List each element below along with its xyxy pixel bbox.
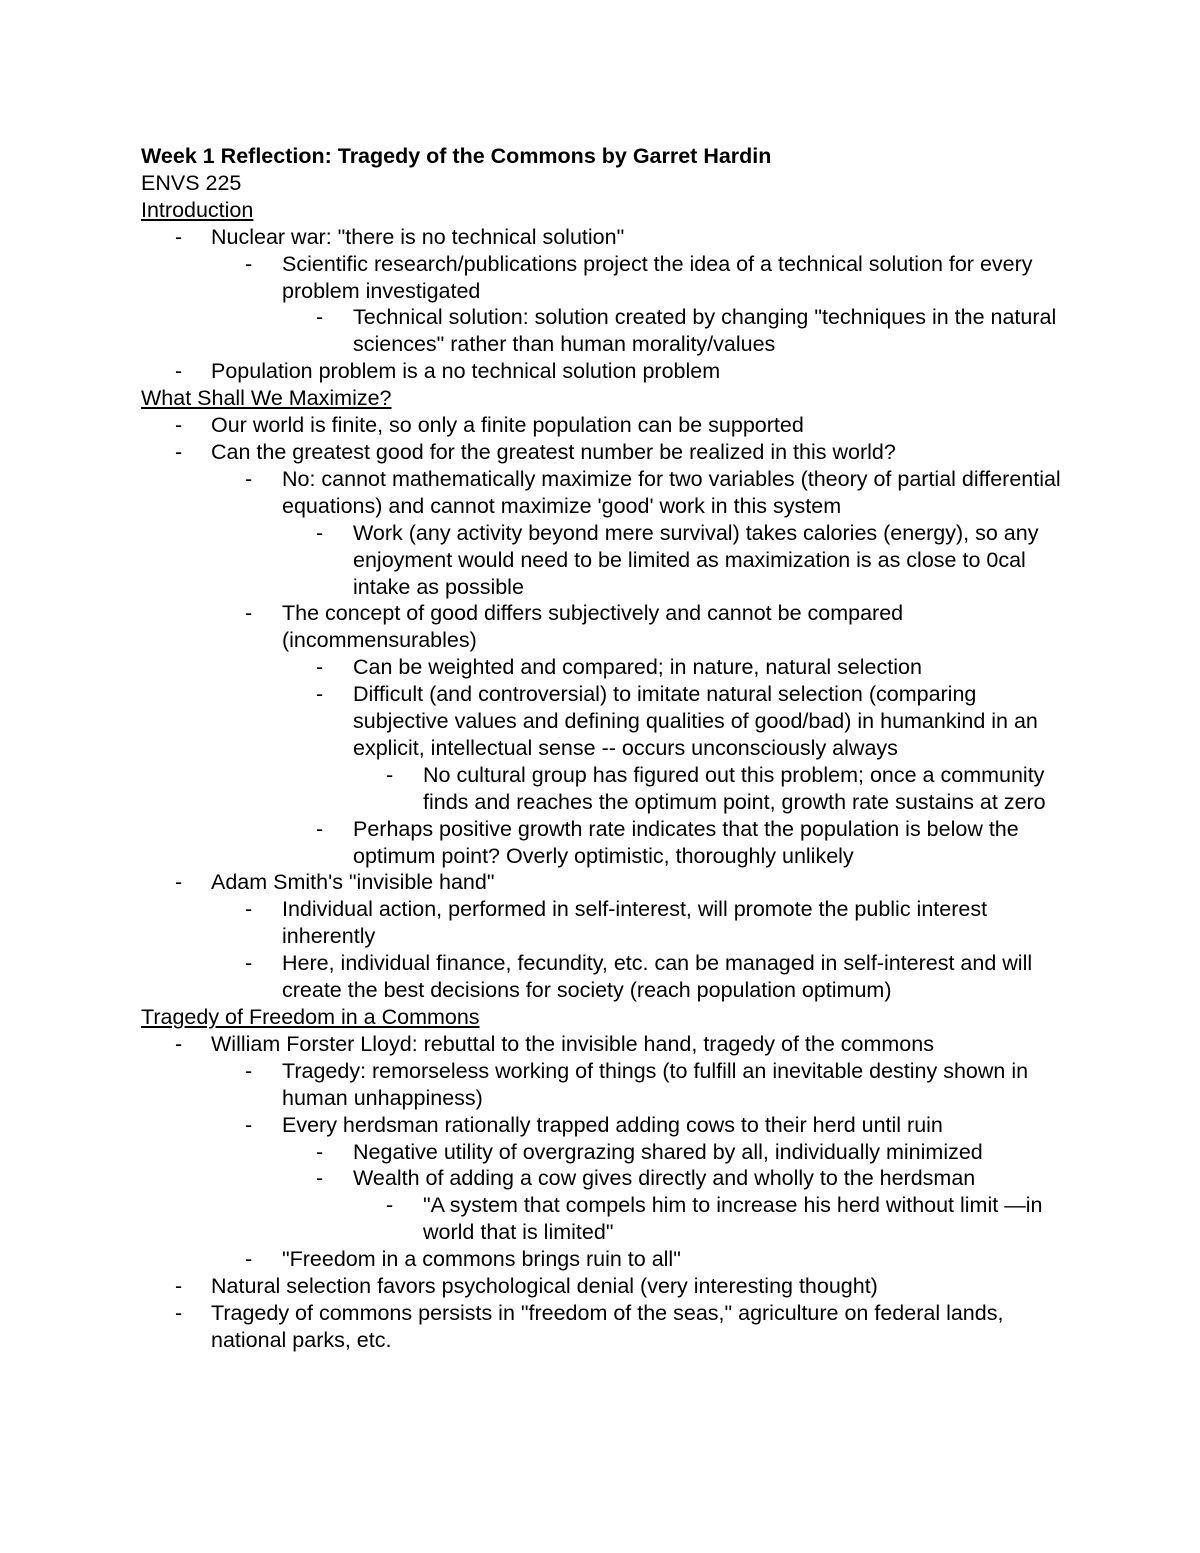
bullet-dash: - [316,1166,324,1191]
list-item-text: Adam Smith's "invisible hand" [211,870,495,895]
list-item-text: Wealth of adding a cow gives directly and wholly to the herdsman [353,1166,976,1191]
bullet-dash: - [175,870,183,895]
list-item-text: Work (any activity beyond mere survival) takes calories (energy), so any enjoyment would need to be limited as maximization is as close to 0cal intake as possible [353,520,1039,599]
list-item [141,466,1071,520]
list-item-text: Can the greatest good for the greatest number be realized in this world? [211,439,896,464]
list-item-text: Tragedy: remorseless working of things (to fulfill an inevitable destiny shown in human unhappiness) [282,1058,1029,1110]
list-item [141,654,1071,681]
bullet-dash: - [175,359,183,384]
list-item [141,358,1071,385]
bullet-list [141,412,1071,1004]
bullet-dash: - [245,1247,253,1272]
bullet-list [141,1031,1071,1354]
bullet-dash: - [175,1274,183,1299]
bullet-dash: - [316,520,324,545]
list-item [141,681,1071,762]
bullet-dash: - [175,439,183,464]
course-code: ENVS 225 [141,170,242,195]
bullet-dash: - [245,897,253,922]
list-item [141,1139,1071,1166]
list-item [141,816,1071,870]
list-item [141,439,1071,466]
bullet-dash: - [316,655,324,680]
bullet-dash: - [245,951,253,976]
list-item-text: Individual action, performed in self-interest, will promote the public interest inherently [282,897,988,949]
list-item-text: No cultural group has figured out this problem; once a community finds and reaches the optimum point, growth rate sustains at zero [423,762,1046,814]
list-item-text: Nuclear war: "there is no technical solution" [211,224,625,249]
outline-sections [141,197,1071,1354]
list-item [141,520,1071,601]
list-item [141,869,1071,896]
outline-section [141,385,1071,1004]
list-item-text: Our world is finite, so only a finite population can be supported [211,413,804,438]
bullet-dash: - [175,224,183,249]
list-item [141,896,1071,950]
list-item-text: Negative utility of overgrazing shared by all, individually minimized [353,1139,983,1164]
bullet-dash: - [386,1193,394,1218]
list-item-text: Scientific research/publications project the idea of a technical solution for every problem investigated [282,251,1033,303]
bullet-list [141,224,1071,385]
bullet-dash: - [386,762,394,787]
list-item-text: Perhaps positive growth rate indicates that the population is below the optimum point? Overly optimistic, thoroughly unlikely [353,816,1019,868]
bullet-dash: - [245,1112,253,1137]
bullet-dash: - [245,601,253,626]
bullet-dash: - [175,1031,183,1056]
document-title: Week 1 Reflection: Tragedy of the Commons by Garret Hardin [141,144,772,168]
list-item [141,1031,1071,1058]
list-item [141,762,1071,816]
list-item [141,1112,1071,1139]
bullet-dash: - [316,682,324,707]
document-body [141,143,1071,1354]
bullet-dash: - [245,466,253,491]
list-item [141,950,1071,1004]
list-item [141,304,1071,358]
bullet-dash: - [316,305,324,330]
list-item-text: Technical solution: solution created by changing "techniques in the natural sciences" rather than human morality/values [353,305,1057,357]
bullet-dash: - [316,816,324,841]
list-item [141,1165,1071,1192]
list-item [141,1273,1071,1300]
list-item-text: The concept of good differs subjectively and cannot be compared (incommensurables) [282,601,904,653]
list-item-text: Tragedy of commons persists in "freedom of the seas," agriculture on federal lands, national parks, etc. [211,1300,1004,1352]
bullet-dash: - [316,1139,324,1164]
list-item [141,412,1071,439]
bullet-dash: - [175,1300,183,1325]
outline-section [141,1004,1071,1354]
list-item-text: "A system that compels him to increase his herd without limit —in world that is limited" [423,1193,1043,1245]
list-item [141,1246,1071,1273]
list-item-text: "Freedom in a commons brings ruin to all" [282,1247,681,1272]
bullet-dash: - [245,1058,253,1083]
list-item [141,1192,1071,1246]
list-item [141,251,1071,305]
section-heading: Introduction [141,197,254,222]
list-item [141,224,1071,251]
list-item-text: Difficult (and controversial) to imitate natural selection (comparing subjective values and defining qualities of good/bad) in humankind in an explicit, intellectual sense -- occurs unconsciously always [353,682,1038,760]
list-item-text: Population problem is a no technical solution problem [211,359,721,384]
list-item-text: Here, individual finance, fecundity, etc. can be managed in self-interest and will create the best decisions for society (reach population optimum) [282,951,1033,1003]
list-item [141,600,1071,654]
list-item [141,1058,1071,1112]
section-heading: What Shall We Maximize? [141,386,392,411]
bullet-dash: - [175,413,183,438]
list-item-text: William Forster Lloyd: rebuttal to the invisible hand, tragedy of the commons [211,1031,934,1056]
list-item-text: No: cannot mathematically maximize for two variables (theory of partial differential equations) and cannot maximize 'good' work in this system [282,466,1061,518]
list-item-text: Every herdsman rationally trapped adding cows to their herd until ruin [282,1112,943,1137]
outline-section [141,197,1071,385]
list-item [141,1300,1071,1354]
section-heading: Tragedy of Freedom in a Commons [141,1005,480,1029]
list-item-text: Natural selection favors psychological denial (very interesting thought) [211,1274,878,1299]
list-item-text: Can be weighted and compared; in nature, natural selection [353,655,922,680]
bullet-dash: - [245,251,253,276]
